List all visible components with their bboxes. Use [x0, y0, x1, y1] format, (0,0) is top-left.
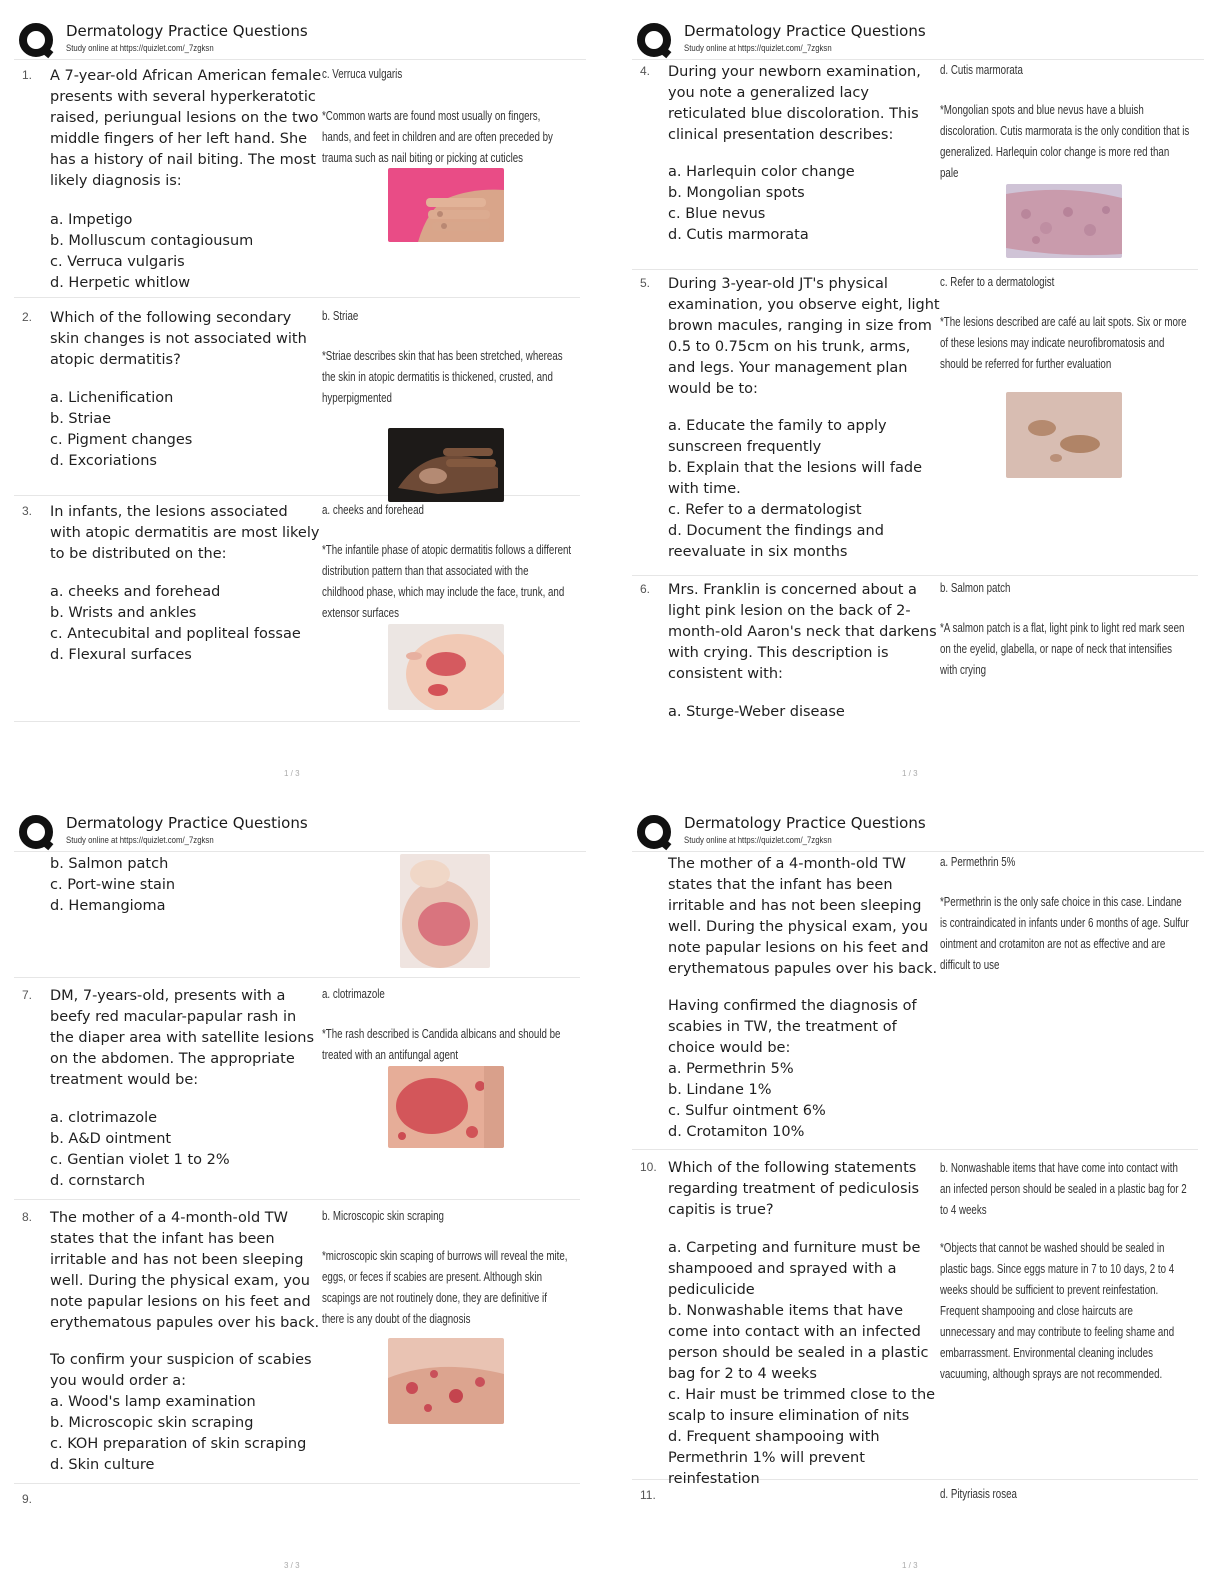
page-2	[632, 18, 1204, 778]
option-c: c. Hair must be trimmed close to the scalp to insure elimination of nits	[668, 1387, 936, 1424]
question-text: In infants, the lesions associated with atopic dermatitis are most likely to be distributed on the:	[50, 504, 320, 562]
answer-options	[50, 210, 322, 294]
option-b: b. Striae	[50, 411, 112, 427]
wart-hand-image	[388, 168, 504, 242]
question-subtext: To confirm your suspicion of scabies you would order a:	[50, 1352, 312, 1389]
question-card	[14, 1208, 580, 1484]
answer-label: d. Cutis marmorata	[940, 63, 1023, 77]
option-a: a. cheeks and forehead	[50, 584, 221, 600]
question-text: Mrs. Franklin is concerned about a light pink lesion on the back of 2-month-old Aaron's neck that darkens with crying. This description is consistent with:	[668, 582, 937, 682]
option-a: a. Permethrin 5%	[668, 1061, 794, 1077]
option-b: b. Mongolian spots	[668, 185, 805, 201]
quizlet-logo-icon	[636, 814, 674, 852]
question-number: 1.	[22, 68, 33, 82]
page-1	[14, 18, 586, 778]
option-b: b. Nonwashable items that have come into contact with an infected person should be sealed in a plastic bag for 2 to 4 weeks	[668, 1303, 929, 1382]
question-card	[632, 580, 1198, 740]
answer-label: d. Pityriasis rosea	[940, 1487, 1017, 1501]
answer-explanation: *The rash described is Candida albicans and should be treated with an antifungal agent	[322, 1027, 561, 1062]
study-online-link[interactable]: Study online at https://quizlet.com/_7zgksn	[684, 43, 832, 54]
question-card	[632, 1158, 1198, 1487]
page-title: Dermatology Practice Questions	[66, 814, 308, 832]
question-card	[632, 1486, 1198, 1516]
option-a: a. Wood's lamp examination	[50, 1394, 256, 1410]
answer-options	[50, 388, 322, 472]
answer-explanation: *Permethrin is the only safe choice in this case. Lindane is contraindicated in infants under 6 months of age. Sulfur ointment and crotamiton are not as effective and are difficult to use	[940, 895, 1189, 972]
answer-label: c. Refer to a dermatologist	[940, 275, 1055, 289]
option-d: d. Frequent shampooing with Permethrin 1% will prevent reinfestation	[668, 1429, 880, 1487]
option-b: b. Salmon patch	[50, 856, 169, 872]
answer-label: b. Nonwashable items that have come into contact with an infected person should be sealed in a plastic bag for 2 to 4 weeks	[940, 1161, 1187, 1217]
answer-label: b. Striae	[322, 309, 359, 323]
answer-label: a. clotrimazole	[322, 987, 385, 1001]
mottled-skin-image	[1006, 184, 1122, 258]
question-card	[14, 1490, 580, 1520]
answer-options	[668, 1238, 940, 1490]
answer-label: a. cheeks and forehead	[322, 503, 424, 517]
question-followup	[668, 996, 940, 1143]
question-number: 2.	[22, 310, 33, 324]
question-number: 10.	[640, 1160, 657, 1174]
option-d: d. Crotamiton 10%	[668, 1124, 805, 1140]
option-a: a. Sturge-Weber disease	[668, 704, 845, 720]
question-card	[14, 66, 580, 298]
question-number: 5.	[640, 276, 651, 290]
option-d: d. Document the findings and reevaluate in six months	[668, 523, 884, 560]
answer-options	[668, 162, 940, 246]
answer-explanation: *Objects that cannot be washed should be sealed in plastic bags. Since eggs mature in 7 to 10 days, 2 to 4 weeks should be sufficient to prevent reinfestation. Frequent shampooing and close haircuts are unnecessary and may contribute to feeling shame and embarrassment. Environmental cleaning includes vacuuming, although sprays are not recommended.	[940, 1241, 1175, 1381]
question-number: 6.	[640, 582, 651, 596]
answer-options	[50, 582, 322, 666]
option-d: d. Cutis marmorata	[668, 227, 809, 243]
option-a: a. Impetigo	[50, 212, 133, 228]
study-online-link[interactable]: Study online at https://quizlet.com/_7zgksn	[66, 43, 214, 54]
page-number: 1 / 3	[902, 769, 918, 778]
answer-label: b. Salmon patch	[940, 581, 1011, 595]
answer-label: a. Permethrin 5%	[940, 855, 1016, 869]
option-a: a. Lichenification	[50, 390, 174, 406]
answer-explanation: *Striae describes skin that has been stretched, whereas the skin in atopic dermatitis is thickened, crusted, and hyperpigmented	[322, 349, 563, 405]
scabies-lesions-image	[388, 1338, 504, 1424]
option-d: d. Excoriations	[50, 453, 157, 469]
option-b: b. Lindane 1%	[668, 1082, 772, 1098]
question-number: 3.	[22, 504, 33, 518]
option-c: c. Gentian violet 1 to 2%	[50, 1152, 230, 1168]
page-header	[632, 810, 1204, 852]
question-number: 4.	[640, 64, 651, 78]
page-number: 1 / 3	[284, 769, 300, 778]
answer-explanation: *The lesions described are café au lait spots. Six or more of these lesions may indicate neurofibromatosis and should be referred for further evaluation	[940, 315, 1187, 371]
answer-explanation: *The infantile phase of atopic dermatitis follows a different distribution pattern than that associated with the childhood phase, which may include the face, trunk, and extensor surfaces	[322, 543, 572, 620]
option-a: a. Carpeting and furniture must be shampooed and sprayed with a pediculicide	[668, 1240, 921, 1298]
question-card	[14, 308, 580, 496]
answer-explanation: *microscopic skin scaping of burrows will reveal the mite, eggs, or feces if scabies are present. Although skin scapings are not routinely done, they are definitive if there is any doubt of the diagnosis	[322, 1249, 568, 1326]
option-c: c. Verruca vulgaris	[50, 254, 185, 270]
study-online-link[interactable]: Study online at https://quizlet.com/_7zgksn	[684, 835, 832, 846]
answer-options	[668, 702, 940, 723]
question-number: 7.	[22, 988, 33, 1002]
question-subtext: Having confirmed the diagnosis of scabies in TW, the treatment of choice would be:	[668, 998, 917, 1056]
question-number: 9.	[22, 1492, 33, 1506]
option-d: d. Herpetic whitlow	[50, 275, 191, 291]
option-c: c. Refer to a dermatologist	[668, 502, 862, 518]
question-text: The mother of a 4-month-old TW states that the infant has been irritable and has not been sleeping well. During the physical exam, you note papular lesions on his feet and erythematous papules over his back.	[50, 1210, 320, 1331]
quizlet-logo-icon	[18, 814, 56, 852]
infant-face-image	[388, 624, 504, 710]
question-card-continued	[14, 854, 580, 978]
page-title: Dermatology Practice Questions	[66, 22, 308, 40]
page-title: Dermatology Practice Questions	[684, 814, 926, 832]
question-text: Which of the following statements regarding treatment of pediculosis capitis is true?	[668, 1160, 920, 1218]
page-number: 1 / 3	[902, 1561, 918, 1570]
answer-options	[50, 1108, 322, 1192]
question-text: Which of the following secondary skin changes is not associated with atopic dermatitis?	[50, 310, 307, 368]
option-d: d. Flexural surfaces	[50, 647, 192, 663]
quizlet-logo-icon	[636, 22, 674, 60]
option-b: b. Explain that the lesions will fade with time.	[668, 460, 922, 497]
question-followup	[50, 1350, 322, 1476]
page-header	[632, 18, 1204, 60]
option-c: c. Port-wine stain	[50, 877, 176, 893]
question-card	[632, 62, 1198, 270]
page-header	[14, 810, 586, 852]
option-d: d. Hemangioma	[50, 898, 166, 914]
option-c: c. Sulfur ointment 6%	[668, 1103, 826, 1119]
option-b: b. A&D ointment	[50, 1131, 172, 1147]
page-title: Dermatology Practice Questions	[684, 22, 926, 40]
option-a: a. Educate the family to apply sunscreen frequently	[668, 418, 887, 455]
answer-label: c. Verruca vulgaris	[322, 67, 403, 81]
answer-explanation: *A salmon patch is a flat, light pink to light red mark seen on the eyelid, glabella, or nape of neck that intensifies with crying	[940, 621, 1185, 677]
question-number: 11.	[640, 1488, 656, 1502]
option-c: c. KOH preparation of skin scraping	[50, 1436, 307, 1452]
answer-label: b. Microscopic skin scraping	[322, 1209, 444, 1223]
option-a: a. Harlequin color change	[668, 164, 855, 180]
red-rash-image	[388, 1066, 504, 1148]
question-text: During your newborn examination, you note a generalized lacy reticulated blue discoloration. This clinical presentation describes:	[668, 64, 921, 143]
option-a: a. clotrimazole	[50, 1110, 158, 1126]
question-text: A 7-year-old African American female presents with several hyperkeratotic raised, periungual lesions on the two middle fingers of her left hand. She has a history of nail biting. The most likely diagnosis is:	[50, 68, 322, 189]
option-b: b. Molluscum contagiousum	[50, 233, 254, 249]
page-number: 3 / 3	[284, 1561, 300, 1570]
quizlet-logo-icon	[18, 22, 56, 60]
question-text: During 3-year-old JT's physical examination, you observe eight, light brown macules, ranging in size from 0.5 to 0.75cm on his trunk, arms, and legs. Your management plan would be to:	[668, 276, 940, 397]
question-card	[632, 274, 1198, 576]
question-card	[14, 502, 580, 722]
page-header	[14, 18, 586, 60]
cafe-au-lait-image	[1006, 392, 1122, 478]
question-card	[14, 986, 580, 1200]
hand-pigment-image	[388, 428, 504, 502]
option-b: b. Microscopic skin scraping	[50, 1415, 254, 1431]
study-online-link[interactable]: Study online at https://quizlet.com/_7zgksn	[66, 835, 214, 846]
option-b: b. Wrists and ankles	[50, 605, 197, 621]
answer-explanation: *Common warts are found most usually on fingers, hands, and feet in children and are often preceded by trauma such as nail biting or picking at cuticles	[322, 109, 553, 165]
page-4	[632, 810, 1204, 1570]
question-text: DM, 7-years-old, presents with a beefy red macular-papular rash in the diaper area with satellite lesions on the abdomen. The appropriate treatment would be:	[50, 988, 315, 1088]
answer-options	[668, 416, 940, 563]
option-d: d. cornstarch	[50, 1173, 146, 1189]
page-3	[14, 810, 586, 1570]
option-c: c. Pigment changes	[50, 432, 193, 448]
answer-explanation: *Mongolian spots and blue nevus have a bluish discoloration. Cutis marmorata is the only condition that is generalized. Harlequin color change is more red than pale	[940, 103, 1190, 180]
question-number: 8.	[22, 1210, 33, 1224]
neck-patch-image	[400, 854, 490, 968]
question-text: The mother of a 4-month-old TW states that the infant has been irritable and has not been sleeping well. During the physical exam, you note papular lesions on his feet and erythematous papules over his back.	[668, 856, 938, 977]
answer-options	[50, 854, 322, 917]
option-d: d. Skin culture	[50, 1457, 155, 1473]
option-c: c. Antecubital and popliteal fossae	[50, 626, 301, 642]
option-c: c. Blue nevus	[668, 206, 766, 222]
question-card	[632, 854, 1198, 1150]
